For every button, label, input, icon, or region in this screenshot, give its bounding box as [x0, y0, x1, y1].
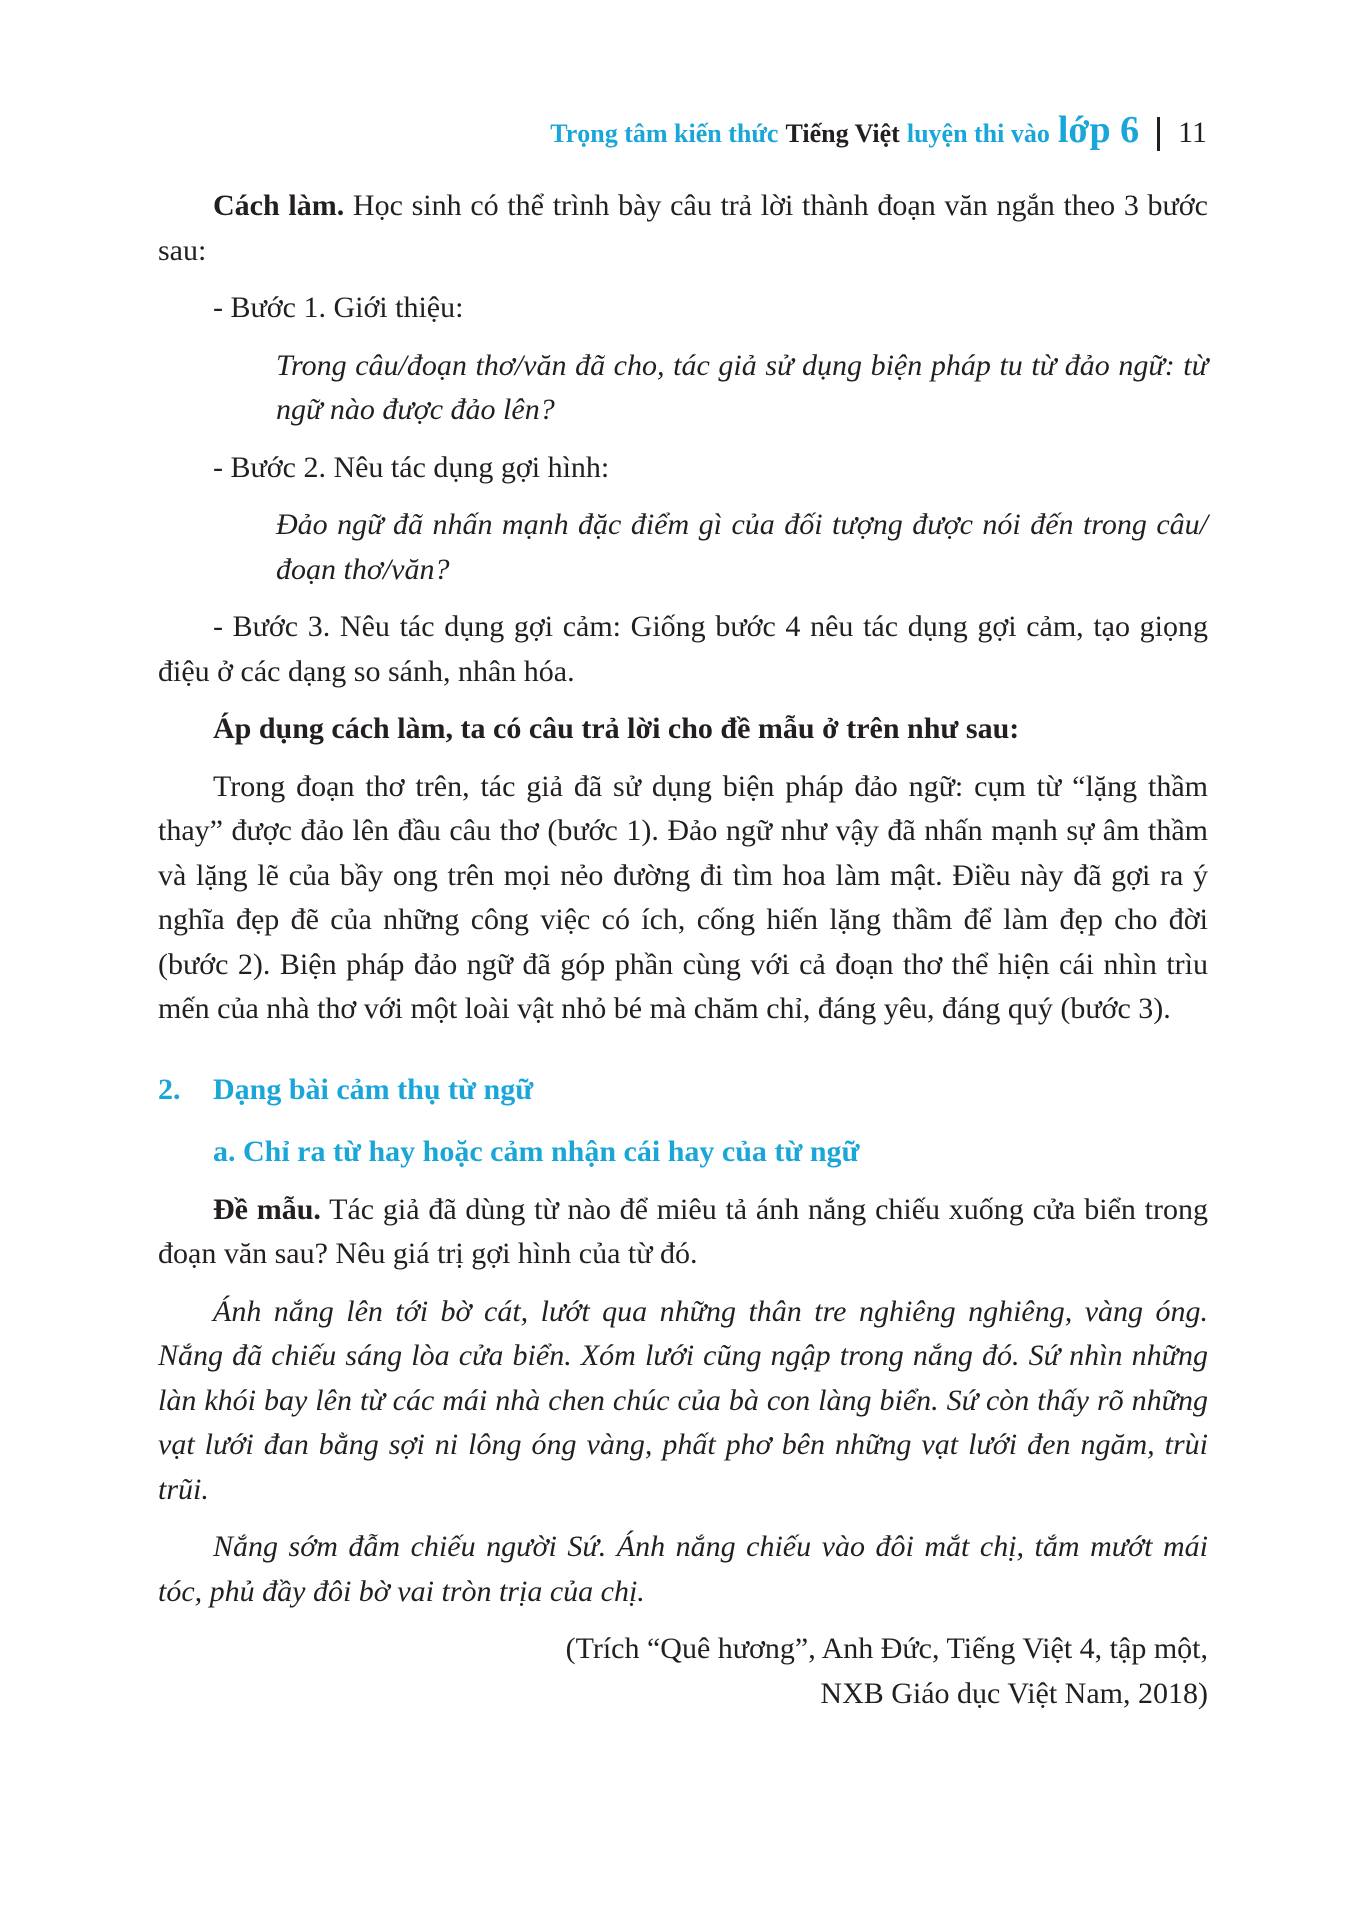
citation-line-1: (Trích “Quê hương”, Anh Đức, Tiếng Việt 4, tập một, [565, 1632, 1208, 1665]
header-book-title-part1: Trọng tâm kiến thức [550, 119, 779, 148]
passage-paragraph-1: Ánh nắng lên tới bờ cát, lướt qua những thân tre nghiêng nghiêng, vàng óng. Nắng đã chiếu sáng lòa cửa biển. Xóm lưới cũng ngập trong nắng đó. Sứ nhìn những làn khói bay lên từ các mái nhà chen chúc của bà con làng biển. Sứ còn thấy rõ những vạt lưới đan bằng sợi ni lông óng vàng, phất phơ bên những vạt lưới đen ngăm, trùi trũi. [158, 1294, 1208, 1506]
sample-text: Tác giả đã dùng từ nào để miêu tả ánh nắng chiếu xuống cửa biển trong đoạn văn sau? Nêu giá trị gợi hình của từ đó. [158, 1192, 1208, 1270]
step-2-detail: Đảo ngữ đã nhấn mạnh đặc điểm gì của đối tượng được nói đến trong câu/đoạn thơ/văn? [276, 508, 1208, 586]
sample-label: Đề mẫu. [213, 1192, 321, 1226]
step-3-title: - Bước 3. Nêu tác dụng gợi cảm: Giống bước 4 nêu tác dụng gợi cảm, tạo giọng điệu ở các dạng so sánh, nhân hóa. [158, 610, 1208, 688]
step-1-detail: Trong câu/đoạn thơ/văn đã cho, tác giả sử dụng biện pháp tu từ đảo ngữ: từ ngữ nào được đảo lên? [276, 348, 1208, 426]
step-2-title: - Bước 2. Nêu tác dụng gợi hình: [213, 450, 610, 484]
passage-paragraph-2: Nắng sớm đẫm chiếu người Sứ. Ánh nắng chiếu vào đôi mắt chị, tắm mướt mái tóc, phủ đầy đôi bờ vai tròn trịa của chị. [158, 1530, 1208, 1608]
page-number: 11 [1178, 116, 1207, 149]
apply-heading: Áp dụng cách làm, ta có câu trả lời cho đề mẫu ở trên như sau: [213, 712, 1020, 745]
step-1-title: - Bước 1. Giới thiệu: [213, 291, 464, 324]
header-divider [1157, 117, 1160, 151]
answer-paragraph: Trong đoạn thơ trên, tác giả đã sử dụng biện pháp đảo ngữ: cụm từ “lặng thầm thay” được đảo lên đầu câu thơ (bước 1). Đảo ngữ như vậy đã nhấn mạnh sự âm thầm và lặng lẽ của bầy ong trên mọi nẻo đường đi tìm hoa làm mật. Điều này đã gợi ra ý nghĩa đẹp đẽ của những công việc có ích, cống hiến lặng thầm để làm đẹp cho đời (bước 2). Biện pháp đảo ngữ đã góp phần cùng với cả đoạn thơ thể hiện cái nhìn trìu mến của nhà thơ với một loài vật nhỏ bé mà chăm chỉ, đáng yêu, đáng quý (bước 3). [158, 769, 1208, 1025]
citation-line-2: NXB Giáo dục Việt Nam, 2018) [820, 1676, 1208, 1710]
sample-paragraph [158, 1188, 1208, 1277]
section-2-heading [158, 1068, 1208, 1113]
method-text: Học sinh có thể trình bày câu trả lời thành đoạn văn ngắn theo 3 bước sau: [158, 189, 1208, 267]
section-a-heading: a. Chỉ ra từ hay hoặc cảm nhận cái hay của từ ngữ [213, 1135, 860, 1168]
page-body [158, 184, 1208, 1716]
header-book-title-part2: Tiếng Việt [785, 119, 900, 148]
running-header [550, 108, 1207, 160]
section-2-number: 2. [158, 1072, 181, 1106]
method-label: Cách làm. [213, 189, 345, 222]
section-2-title: Dạng bài cảm thụ từ ngữ [213, 1072, 534, 1106]
header-grade: lớp 6 [1057, 109, 1140, 151]
header-book-title-part3: luyện thi vào [906, 119, 1050, 148]
method-paragraph [158, 184, 1208, 273]
